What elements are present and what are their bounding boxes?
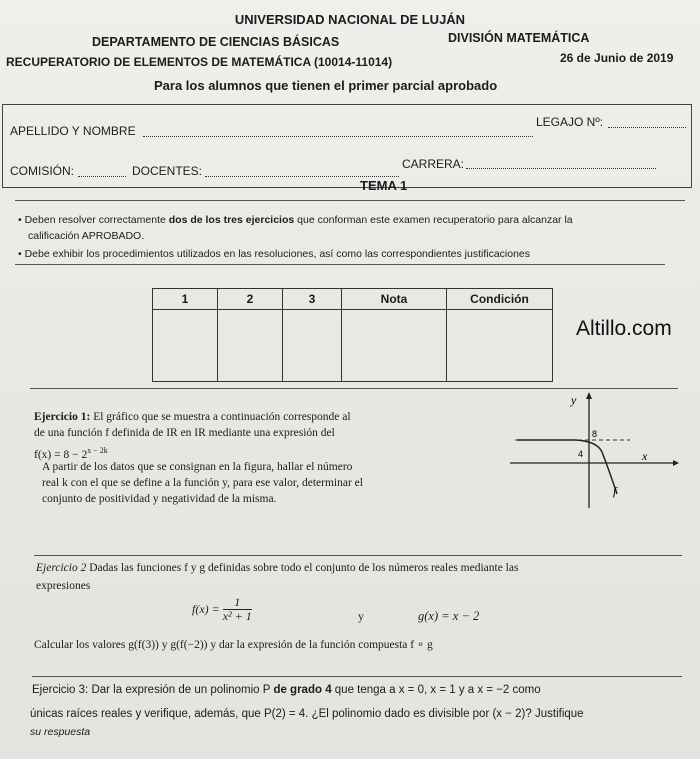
ej1-line6: conjunto de positividad y negatividad de la misma. (42, 493, 277, 505)
ej3-line3: su respuesta (30, 726, 91, 738)
graph-y-arrow (586, 392, 592, 399)
grade-cell-2 (218, 310, 283, 382)
graph-y-label: y (571, 393, 577, 407)
ej1-formula: $f(x) = 8 - 2^{x - 2k}$ (34, 446, 108, 461)
ej2-connector: y (358, 609, 364, 623)
grade-header-nota: Nota (342, 289, 447, 310)
instruction-1-cont: calificación APROBADO. (28, 230, 145, 242)
grade-cell-nota (342, 310, 447, 382)
graph-tick-8: 8 (592, 429, 598, 439)
grade-header-3: 3 (283, 289, 342, 310)
ej2-divider (32, 676, 682, 677)
ej1-line4: A partir de los datos que se consignan en la figura, hallar el número (42, 461, 353, 473)
tema-divider (15, 200, 685, 201)
graph-x-label: x (642, 449, 648, 463)
carrera-field-line[interactable] (466, 168, 656, 169)
ej3-line2: únicas raíces reales y verifique, además, que P(2) = 4. ¿El polinomio dado es divisible por (x − 2)? Justifique (30, 708, 584, 720)
legajo-label: LEGAJO Nº: (536, 115, 604, 129)
ej2-g-expression: g(x) = x − 2 (418, 609, 480, 623)
graph-curve-label: f (613, 484, 617, 498)
exam-title: RECUPERATORIO DE ELEMENTOS DE MATEMÁTICA (10014-11014) (6, 55, 393, 69)
instructions-divider (15, 264, 665, 265)
docentes-label: DOCENTES: (132, 164, 203, 178)
grade-cell-3 (283, 310, 342, 382)
docentes-field-line[interactable] (205, 176, 399, 177)
graph-x-arrow (673, 460, 679, 466)
carrera-label: CARRERA: (402, 157, 465, 171)
ej1-line1: Ejercicio 1: El gráfico que se muestra a continuación corresponde al (34, 411, 351, 423)
ej3-line1: Ejercicio 3: Dar la expresión de un polinomio P de grado 4 que tenga a x = 0, x = 1 y a x = −2 como (32, 684, 541, 696)
graph-tick-4: 4 (578, 449, 584, 459)
exam-subtitle: Para los alumnos que tienen el primer parcial aprobado (154, 78, 498, 93)
ej1-line2: de una función f definida de IR en IR mediante una expresión del (34, 427, 335, 439)
name-label: APELLIDO Y NOMBRE (10, 124, 136, 138)
ej1-line5: real k con el que se define a la función y, para ese valor, determinar el (42, 477, 363, 489)
instruction-1: • Deben resolver correctamente dos de los tres ejercicios que conforman este examen recuperatorio para alcanzar la (18, 214, 573, 226)
tema-title: TEMA 1 (360, 178, 408, 193)
legajo-field-line[interactable] (608, 127, 686, 128)
grade-header-2: 2 (218, 289, 283, 310)
division-title: DIVISIÓN MATEMÁTICA (448, 31, 590, 45)
ej2-line2: expresiones (36, 580, 91, 592)
ej2-f-expression: f(x) = $\frac{1}{\text{x² + 1}}$ (192, 595, 252, 623)
ej1-divider (34, 555, 682, 556)
comision-label: COMISIÓN: (10, 164, 75, 178)
ej1-graph (505, 390, 680, 510)
department-title: DEPARTAMENTO DE CIENCIAS BÁSICAS (92, 35, 340, 49)
grade-cell-1 (153, 310, 218, 382)
name-field-line[interactable] (143, 136, 533, 137)
grade-header-1: 1 (153, 289, 218, 310)
grade-cell-condicion (447, 310, 553, 382)
comision-field-line[interactable] (78, 176, 126, 177)
university-title: UNIVERSIDAD NACIONAL DE LUJÁN (234, 12, 466, 27)
watermark: Altillo.com (576, 317, 672, 340)
grade-table (152, 288, 553, 382)
ej2-line1: Ejercicio 2 Dadas las funciones f y g definidas sobre todo el conjunto de los números reales mediante las (36, 562, 519, 574)
grade-header-condicion: Condición (447, 289, 553, 310)
instruction-2: • Debe exhibir los procedimientos utilizados en las resoluciones, así como las correspondientes justificaciones (18, 248, 531, 260)
table-divider (30, 388, 678, 389)
graph-curve (517, 440, 617, 494)
ej2-task: Calcular los valores g(f(3)) y g(f(−2)) y dar la expresión de la función compuesta f ∘ g (34, 639, 433, 651)
exam-date: 26 de Junio de 2019 (560, 51, 674, 65)
